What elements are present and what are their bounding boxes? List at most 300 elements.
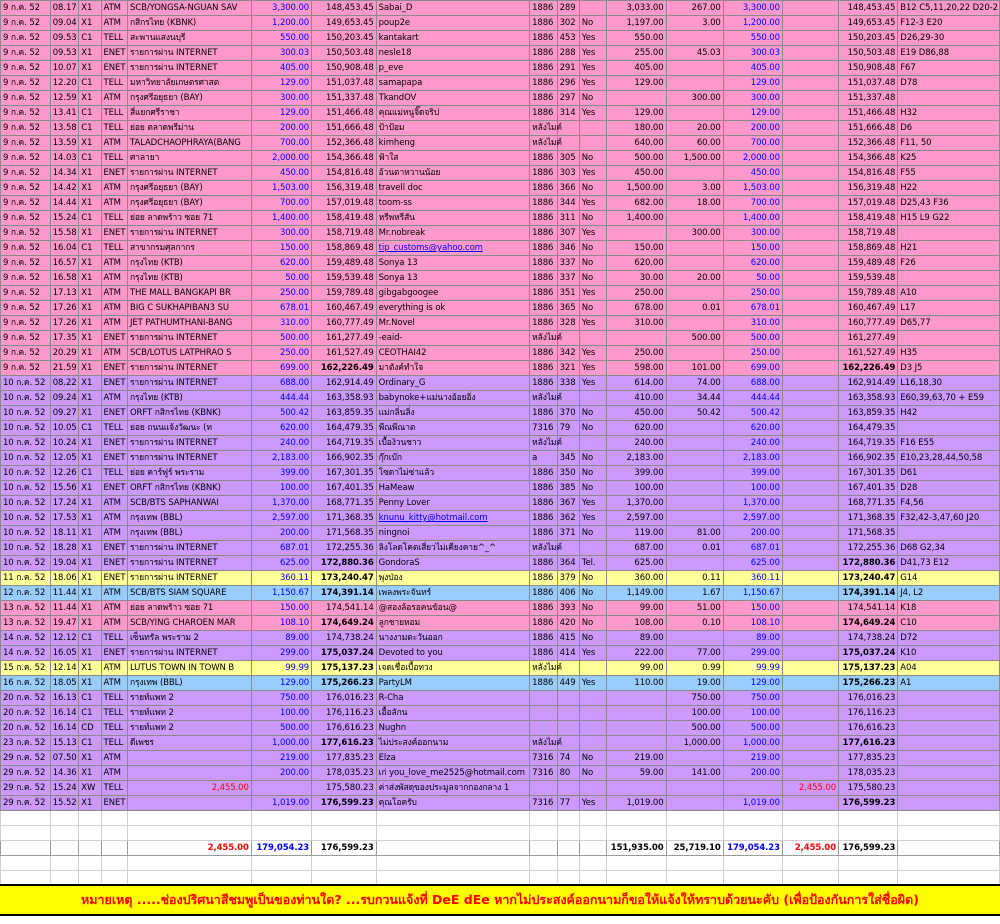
portion-a-cell (607, 781, 666, 796)
code-cell: X1 (79, 601, 101, 616)
date-cell: 9 ก.ค. 52 (1, 46, 51, 61)
ledger-row (1, 31, 1000, 46)
date-cell: 9 ก.ค. 52 (1, 76, 51, 91)
item-codes-cell: D72 (898, 631, 1000, 646)
running-balance-cell: 162,226.49 (312, 361, 377, 376)
donor-name-cell: CEOTHAI42 (376, 346, 529, 361)
balance-cell: 151,666.48 (839, 121, 898, 136)
channel-cell: ENET (101, 556, 127, 571)
ledger-row (1, 691, 1000, 706)
portion-b-cell (666, 76, 723, 91)
code-cell: X1 (79, 46, 101, 61)
amount-cell: 1,370.00 (251, 496, 311, 511)
branch-cell: ย่อย ถนนแจ้งวัฒนะ (ท (127, 421, 251, 436)
time-cell: 18.28 (50, 541, 79, 556)
paid-out-cell (782, 271, 838, 286)
time-cell: 14.34 (50, 166, 79, 181)
status-cell (579, 781, 607, 796)
running-balance-cell: 150,203.45 (312, 31, 377, 46)
time-cell: 10.07 (50, 61, 79, 76)
ledger-row (1, 316, 1000, 331)
time-cell: 09.24 (50, 391, 79, 406)
status-cell: Yes (579, 346, 607, 361)
channel-cell: TELL (101, 151, 127, 166)
ledger-row (1, 586, 1000, 601)
status-cell (579, 736, 607, 751)
portion-b-cell (666, 211, 723, 226)
time-cell: 19.04 (50, 556, 79, 571)
portion-b-cell (666, 421, 723, 436)
donor-name-cell: @สองล้อรอคนข้อน@ (376, 601, 529, 616)
paid-out-cell (782, 241, 838, 256)
date-cell: 13 ก.ค. 52 (1, 616, 51, 631)
ref-cell: 1886 (530, 46, 558, 61)
status-cell: No (579, 256, 607, 271)
ledger-row (1, 766, 1000, 781)
amount-cell: 360.11 (251, 571, 311, 586)
code-cell: C1 (79, 691, 101, 706)
ledger-row (1, 286, 1000, 301)
running-balance-cell: 163,358.93 (312, 391, 377, 406)
date-cell: 10 ก.ค. 52 (1, 496, 51, 511)
status-cell: No (579, 91, 607, 106)
branch-cell: ย่อย คาร์ฟูร์ พระราม (127, 466, 251, 481)
amount-cell: 250.00 (251, 286, 311, 301)
received-cell: 625.00 (723, 556, 782, 571)
item-codes-cell (898, 721, 1000, 736)
donor-name-cell: ไม่ประสงค์ออกนาม (376, 736, 529, 751)
branch-cell (127, 751, 251, 766)
balance-cell: 177,835.23 (839, 751, 898, 766)
ref-cell: 1886 (530, 601, 558, 616)
channel-cell: ATM (101, 91, 127, 106)
date-cell: 10 ก.ค. 52 (1, 451, 51, 466)
code-cell: C1 (79, 241, 101, 256)
item-codes-cell: K10 (898, 646, 1000, 661)
code-cell: X1 (79, 526, 101, 541)
received-cell: 620.00 (723, 421, 782, 436)
item-codes-cell: B12 C5,11,20,22 D20-2 (898, 1, 1000, 16)
branch-cell: กรุงศรีอยุธยา (BAY) (127, 196, 251, 211)
portion-b-cell: 81.00 (666, 526, 723, 541)
portion-b-cell (666, 796, 723, 811)
date-cell: 9 ก.ค. 52 (1, 256, 51, 271)
code-cell: C1 (79, 151, 101, 166)
branch-cell: 2,455.00 (127, 781, 251, 796)
item-codes-cell: D68 G2,34 (898, 541, 1000, 556)
received-cell: 2,597.00 (723, 511, 782, 526)
donor-name-cell: Mr.nobreak (376, 226, 529, 241)
order-cell: 414 (557, 646, 579, 661)
received-cell: 750.00 (723, 691, 782, 706)
paid-out-cell (782, 376, 838, 391)
balance-cell: 173,240.47 (839, 571, 898, 586)
received-cell: 688.00 (723, 376, 782, 391)
portion-b-cell (666, 106, 723, 121)
channel-cell: TELL (101, 631, 127, 646)
running-balance-cell: 175,266.23 (312, 676, 377, 691)
received-cell: 550.00 (723, 31, 782, 46)
paid-out-cell (782, 721, 838, 736)
received-cell (723, 781, 782, 796)
branch-cell: รายการผ่าน INTERNET (127, 226, 251, 241)
portion-b-cell: 141.00 (666, 766, 723, 781)
order-cell: 328 (557, 316, 579, 331)
code-cell: X1 (79, 661, 101, 676)
running-balance-cell: 172,880.36 (312, 556, 377, 571)
code-cell: X1 (79, 766, 101, 781)
time-cell: 09.53 (50, 31, 79, 46)
portion-b-cell: 3.00 (666, 181, 723, 196)
blank-row (1, 856, 1000, 871)
paid-out-cell (782, 571, 838, 586)
channel-cell: ENET (101, 361, 127, 376)
ref-cell: 1886 (530, 31, 558, 46)
ref-cell: 1886 (530, 526, 558, 541)
received-cell: 200.00 (723, 121, 782, 136)
order-cell: 351 (557, 286, 579, 301)
status-cell: No (579, 151, 607, 166)
portion-a-cell: 89.00 (607, 631, 666, 646)
code-cell: X1 (79, 361, 101, 376)
balance-cell: 162,914.49 (839, 376, 898, 391)
donor-name-cell: gibgabgoogee (376, 286, 529, 301)
portion-b-cell: 50.42 (666, 406, 723, 421)
amount-cell: 2,597.00 (251, 511, 311, 526)
channel-cell: TELL (101, 466, 127, 481)
portion-b-cell: 0.11 (666, 571, 723, 586)
code-cell: X1 (79, 481, 101, 496)
portion-a-cell (607, 226, 666, 241)
order-cell: 415 (557, 631, 579, 646)
branch-cell: SCB/YING CHAROEN MAR (127, 616, 251, 631)
item-codes-cell: F32,42-3,47,60 J20 (898, 511, 1000, 526)
donor-name-cell: คุณแม่หนูจิ๊ดจริป (376, 106, 529, 121)
time-cell: 14.03 (50, 151, 79, 166)
status-cell (579, 721, 607, 736)
ledger-row (1, 646, 1000, 661)
branch-cell: ย่อย ตลาดพรีม่าน (127, 121, 251, 136)
channel-cell: TELL (101, 691, 127, 706)
amount-cell: 2,183.00 (251, 451, 311, 466)
ref-cell: 1886 (530, 316, 558, 331)
date-cell: 9 ก.ค. 52 (1, 286, 51, 301)
order-cell: 449 (557, 676, 579, 691)
branch-cell: ศาลายา (127, 151, 251, 166)
paid-out-cell (782, 646, 838, 661)
status-cell: Tel. (579, 556, 607, 571)
order-cell: 362 (557, 511, 579, 526)
received-cell: 50.00 (723, 271, 782, 286)
received-cell: 1,503.00 (723, 181, 782, 196)
item-codes-cell: D78 (898, 76, 1000, 91)
ref-cell: 1886 (530, 346, 558, 361)
status-cell: No (579, 466, 607, 481)
status-cell: Yes (579, 196, 607, 211)
channel-cell: ATM (101, 316, 127, 331)
portion-a-cell: 500.00 (607, 151, 666, 166)
ledger-row (1, 61, 1000, 76)
code-cell: X1 (79, 586, 101, 601)
order-cell: 420 (557, 616, 579, 631)
code-cell: X1 (79, 61, 101, 76)
time-cell: 15.52 (50, 796, 79, 811)
donor-name-cell: kimheng (376, 136, 529, 151)
paid-out-cell (782, 556, 838, 571)
amount-cell: 688.00 (251, 376, 311, 391)
paid-out-cell (782, 601, 838, 616)
running-balance-cell: 166,902.35 (312, 451, 377, 466)
portion-a-cell: 250.00 (607, 346, 666, 361)
portion-b-cell: 1,000.00 (666, 736, 723, 751)
amount-cell: 150.00 (251, 241, 311, 256)
ref-cell: a (530, 451, 558, 466)
amount-cell: 310.00 (251, 316, 311, 331)
date-cell: 9 ก.ค. 52 (1, 316, 51, 331)
received-cell: 219.00 (723, 751, 782, 766)
code-cell: X1 (79, 556, 101, 571)
code-cell: X1 (79, 166, 101, 181)
portion-a-cell: 1,149.00 (607, 586, 666, 601)
amount-cell: 300.00 (251, 226, 311, 241)
branch-cell: BIG C SUKHAPIBAN3 SU (127, 301, 251, 316)
status-cell: Yes (579, 106, 607, 121)
channel-cell: ATM (101, 586, 127, 601)
blank-row (1, 811, 1000, 826)
order-cell (557, 721, 579, 736)
ref-cell: 1886 (530, 496, 558, 511)
channel-cell: ATM (101, 661, 127, 676)
time-cell: 18.06 (50, 571, 79, 586)
balance-cell: 175,580.23 (839, 781, 898, 796)
portion-a-cell: 30.00 (607, 271, 666, 286)
portion-b-cell: 500.00 (666, 721, 723, 736)
received-cell: 450.00 (723, 166, 782, 181)
channel-cell: TELL (101, 121, 127, 136)
channel-cell: ATM (101, 181, 127, 196)
channel-cell: ATM (101, 496, 127, 511)
code-cell: C1 (79, 466, 101, 481)
running-balance-cell: 177,616.23 (312, 736, 377, 751)
channel-cell: ENET (101, 61, 127, 76)
balance-cell: 154,366.48 (839, 151, 898, 166)
ref-cell (530, 781, 558, 796)
status-cell: Yes (579, 31, 607, 46)
running-balance-cell: 176,116.23 (312, 706, 377, 721)
status-cell: No (579, 421, 607, 436)
donor-name-cell: โซดาไม่ซ่าแล้ว (376, 466, 529, 481)
item-codes-cell (898, 796, 1000, 811)
code-cell: X1 (79, 346, 101, 361)
item-codes-cell: H42 (898, 406, 1000, 421)
time-cell: 18.11 (50, 526, 79, 541)
paid-out-cell (782, 286, 838, 301)
portion-b-cell (666, 556, 723, 571)
order-cell (557, 706, 579, 721)
status-cell: No (579, 241, 607, 256)
date-cell: 10 ก.ค. 52 (1, 526, 51, 541)
item-codes-cell: H21 (898, 241, 1000, 256)
code-cell: X1 (79, 271, 101, 286)
branch-cell: JET PATHUMTHANI-BANG (127, 316, 251, 331)
date-cell: 12 ก.ค. 52 (1, 586, 51, 601)
status-cell (579, 1, 607, 16)
channel-cell: ATM (101, 391, 127, 406)
date-cell: 10 ก.ค. 52 (1, 391, 51, 406)
received-cell: 100.00 (723, 706, 782, 721)
status-cell: Yes (579, 226, 607, 241)
donor-name-cell: มาตังค์ทำใจ (376, 361, 529, 376)
branch-cell: ดีเพชร (127, 736, 251, 751)
amount-cell: 250.00 (251, 346, 311, 361)
channel-cell: ENET (101, 571, 127, 586)
portion-a-cell: 399.00 (607, 466, 666, 481)
time-cell: 10.24 (50, 436, 79, 451)
amount-cell: 620.00 (251, 421, 311, 436)
paid-out-cell (782, 631, 838, 646)
code-cell: X1 (79, 256, 101, 271)
amount-cell: 100.00 (251, 481, 311, 496)
ref-cell: 7316 (530, 796, 558, 811)
code-cell: X1 (79, 301, 101, 316)
portion-b-cell: 1.67 (666, 586, 723, 601)
balance-cell: 166,902.35 (839, 451, 898, 466)
time-cell: 13.58 (50, 121, 79, 136)
portion-b-cell: 74.00 (666, 376, 723, 391)
code-cell: X1 (79, 316, 101, 331)
donor-name-cell: เก่ you_love_me2525@hotmail.com (376, 766, 529, 781)
date-cell: 9 ก.ค. 52 (1, 211, 51, 226)
ref-cell (530, 691, 558, 706)
balance-cell: 149,653.45 (839, 16, 898, 31)
code-cell: C1 (79, 421, 101, 436)
code-cell: X1 (79, 511, 101, 526)
date-cell: 16 ก.ค. 52 (1, 676, 51, 691)
ref-cell: 1886 (530, 466, 558, 481)
donor-name-cell: tip_customs@yahoo.com (376, 241, 529, 256)
branch-cell: กรุงศรีอยุธยา (BAY) (127, 91, 251, 106)
balance-cell: 151,037.48 (839, 76, 898, 91)
paid-out-cell (782, 796, 838, 811)
received-cell: 2,000.00 (723, 151, 782, 166)
ledger-row (1, 436, 1000, 451)
code-cell: X1 (79, 286, 101, 301)
ledger-row (1, 46, 1000, 61)
ref-cell: หลังไมค์ (530, 121, 558, 136)
item-codes-cell (898, 91, 1000, 106)
channel-cell: TELL (101, 721, 127, 736)
blank-row (1, 826, 1000, 841)
balance-cell: 151,466.48 (839, 106, 898, 121)
date-cell: 10 ก.ค. 52 (1, 481, 51, 496)
ref-cell: 1886 (530, 256, 558, 271)
order-cell: 311 (557, 211, 579, 226)
order-cell: 344 (557, 196, 579, 211)
running-balance-cell: 156,319.48 (312, 181, 377, 196)
branch-cell: SCB/BTS SAPHANWAI (127, 496, 251, 511)
portion-a-cell: 108.00 (607, 616, 666, 631)
ledger-row (1, 376, 1000, 391)
portion-b-cell: 0.99 (666, 661, 723, 676)
portion-b-cell (666, 316, 723, 331)
order-cell: 297 (557, 91, 579, 106)
order-cell: 346 (557, 241, 579, 256)
portion-b-cell: 20.00 (666, 121, 723, 136)
ref-cell: 1886 (530, 271, 558, 286)
portion-b-cell: 300.00 (666, 226, 723, 241)
paid-out-cell (782, 226, 838, 241)
donor-name-cell: poup2e (376, 16, 529, 31)
balance-cell: 148,453.45 (839, 1, 898, 16)
balance-cell: 161,527.49 (839, 346, 898, 361)
paid-out-cell (782, 421, 838, 436)
item-codes-cell: H32 (898, 106, 1000, 121)
portion-b-cell (666, 751, 723, 766)
code-cell: X1 (79, 331, 101, 346)
ledger-row (1, 361, 1000, 376)
order-cell (557, 781, 579, 796)
portion-b-cell: 34.44 (666, 391, 723, 406)
running-balance-cell: 178,035.23 (312, 766, 377, 781)
balance-cell: 172,255.36 (839, 541, 898, 556)
received-cell: 405.00 (723, 61, 782, 76)
balance-cell: 167,401.35 (839, 481, 898, 496)
status-cell: Yes (579, 376, 607, 391)
date-cell: 11 ก.ค. 52 (1, 571, 51, 586)
ref-cell: 1886 (530, 211, 558, 226)
balance-cell: 159,489.48 (839, 256, 898, 271)
donor-name-cell: อ้วนตาหวานน้อย (376, 166, 529, 181)
date-cell: 15 ก.ค. 52 (1, 661, 51, 676)
amount-cell: 150.00 (251, 601, 311, 616)
ref-cell: หลังไมค์ (530, 661, 558, 676)
balance-cell: 171,568.35 (839, 526, 898, 541)
status-cell: No (579, 181, 607, 196)
time-cell: 14.42 (50, 181, 79, 196)
status-cell: No (579, 451, 607, 466)
ledger-row (1, 601, 1000, 616)
item-codes-cell: F11, 50 (898, 136, 1000, 151)
branch-cell: รายการผ่าน INTERNET (127, 436, 251, 451)
balance-cell: 174,391.14 (839, 586, 898, 601)
status-cell (579, 541, 607, 556)
branch-cell: รายการผ่าน INTERNET (127, 46, 251, 61)
order-cell: 365 (557, 301, 579, 316)
running-balance-cell: 177,835.23 (312, 751, 377, 766)
portion-a-cell: 1,500.00 (607, 181, 666, 196)
ref-cell: 1886 (530, 646, 558, 661)
ref-cell: หลังไมค์ (530, 391, 558, 406)
amount-cell: 200.00 (251, 526, 311, 541)
branch-cell: ORFT กสิกรไทย (KBNK) (127, 406, 251, 421)
amount-cell: 500.42 (251, 406, 311, 421)
time-cell: 16.58 (50, 271, 79, 286)
date-cell: 9 ก.ค. 52 (1, 196, 51, 211)
portion-a-cell: 1,197.00 (607, 16, 666, 31)
amount-cell: 700.00 (251, 196, 311, 211)
running-balance-cell: 151,666.48 (312, 121, 377, 136)
ref-cell: 1886 (530, 361, 558, 376)
branch-cell: สี่แยกศรีราชา (127, 106, 251, 121)
balance-cell: 175,266.23 (839, 676, 898, 691)
portion-a-cell: 614.00 (607, 376, 666, 391)
portion-a-cell: 222.00 (607, 646, 666, 661)
branch-cell: รายการผ่าน INTERNET (127, 61, 251, 76)
status-cell: No (579, 526, 607, 541)
running-balance-cell: 151,037.48 (312, 76, 377, 91)
balance-cell: 150,908.48 (839, 61, 898, 76)
status-cell: No (579, 631, 607, 646)
